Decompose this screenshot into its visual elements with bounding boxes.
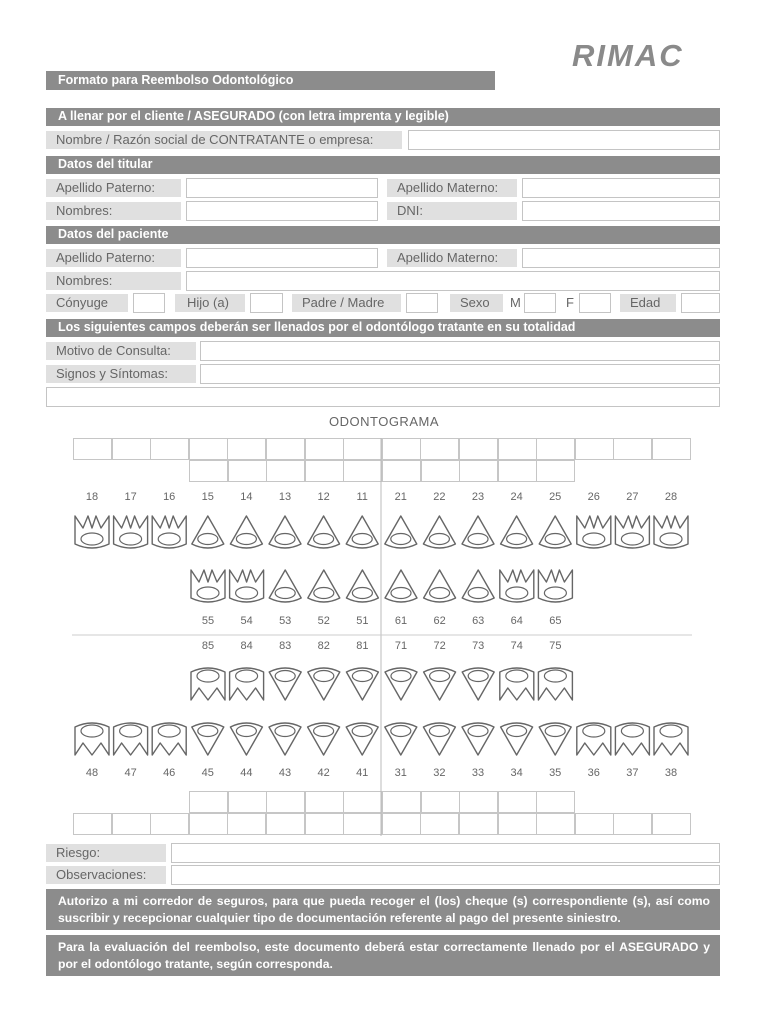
upper-perm-box[interactable] xyxy=(459,438,498,460)
evaluacion-note: Para la evaluación del reembolso, este documento deberá estar correctamente llenado por el ASEGURADO y por el odontólogo tratante, según corresponda. xyxy=(46,935,720,976)
tooth-11 xyxy=(346,516,378,548)
tooth-63 xyxy=(462,570,494,602)
tooth-61 xyxy=(385,570,417,602)
upper-prim-box[interactable] xyxy=(189,460,228,482)
tooth-35 xyxy=(539,723,571,755)
tooth-number-63: 63 xyxy=(472,615,485,627)
lower-prim-box[interactable] xyxy=(343,791,382,813)
lower-perm-box[interactable] xyxy=(305,813,344,835)
odontologo-header: Los siguientes campos deberán ser llenados por el odontólogo tratante en su totalidad xyxy=(46,319,720,337)
tooth-43 xyxy=(269,723,301,755)
lower-perm-box[interactable] xyxy=(420,813,459,835)
tooth-number-45: 45 xyxy=(201,767,214,779)
tooth-31 xyxy=(385,723,417,755)
sexo-m-label: M xyxy=(510,295,521,310)
sexo-m-checkbox[interactable] xyxy=(524,293,556,313)
tooth-number-26: 26 xyxy=(587,491,600,503)
tooth-number-48: 48 xyxy=(85,767,99,779)
tooth-number-32: 32 xyxy=(433,767,446,779)
tooth-number-84: 84 xyxy=(240,640,253,652)
tooth-54 xyxy=(230,570,264,602)
tooth-74 xyxy=(500,668,534,700)
upper-perm-box[interactable] xyxy=(227,438,266,460)
tooth-number-34: 34 xyxy=(510,767,523,779)
tooth-26 xyxy=(577,516,611,548)
tooth-46 xyxy=(152,723,186,755)
tooth-number-64: 64 xyxy=(510,615,523,627)
titular-nombres-label: Nombres: xyxy=(46,202,181,220)
upper-prim-box[interactable] xyxy=(498,460,537,482)
tooth-45 xyxy=(192,723,224,755)
tooth-25 xyxy=(539,516,571,548)
lower-prim-box[interactable] xyxy=(459,791,498,813)
upper-perm-box[interactable] xyxy=(305,438,344,460)
lower-prim-box[interactable] xyxy=(536,791,575,813)
titular-paterno-label: Apellido Paterno: xyxy=(46,179,181,197)
observaciones-field[interactable] xyxy=(171,865,720,885)
tooth-53 xyxy=(269,570,301,602)
lower-prim-box[interactable] xyxy=(382,791,421,813)
tooth-13 xyxy=(269,516,301,548)
tooth-number-16: 16 xyxy=(163,491,176,503)
tooth-82 xyxy=(308,668,340,700)
tooth-83 xyxy=(269,668,301,700)
lower-perm-box[interactable] xyxy=(343,813,382,835)
upper-perm-box[interactable] xyxy=(575,438,614,460)
upper-prim-box[interactable] xyxy=(266,460,305,482)
company-label: Nombre / Razón social de CONTRATANTE o empresa: xyxy=(46,131,402,149)
tooth-85 xyxy=(191,668,225,700)
tooth-number-43: 43 xyxy=(278,767,292,779)
tooth-number-28: 28 xyxy=(664,491,678,503)
sexo-f-checkbox[interactable] xyxy=(579,293,611,313)
paciente-nombres-label: Nombres: xyxy=(46,272,181,290)
paciente-header: Datos del paciente xyxy=(46,226,720,244)
signos-label: Signos y Síntomas: xyxy=(46,365,196,383)
lower-perm-box[interactable] xyxy=(459,813,498,835)
upper-perm-box[interactable] xyxy=(382,438,421,460)
tooth-47 xyxy=(114,723,148,755)
sexo-label: Sexo xyxy=(450,294,503,312)
conyuge-checkbox[interactable] xyxy=(133,293,165,313)
tooth-number-38: 38 xyxy=(664,767,678,779)
tooth-23 xyxy=(462,516,494,548)
titular-nombres-field[interactable] xyxy=(186,201,378,221)
hijo-label: Hijo (a) xyxy=(175,294,245,312)
tooth-number-24: 24 xyxy=(510,491,523,503)
tooth-number-71: 71 xyxy=(394,640,408,652)
tooth-number-72: 72 xyxy=(433,640,446,652)
tooth-62 xyxy=(424,570,456,602)
upper-perm-box[interactable] xyxy=(189,438,228,460)
tooth-number-83: 83 xyxy=(279,640,292,652)
tooth-24 xyxy=(501,516,533,548)
upper-prim-box[interactable] xyxy=(459,460,498,482)
tooth-64 xyxy=(500,570,534,602)
upper-perm-box[interactable] xyxy=(498,438,537,460)
lower-prim-box[interactable] xyxy=(305,791,344,813)
padre-madre-checkbox[interactable] xyxy=(406,293,438,313)
lower-perm-box[interactable] xyxy=(498,813,537,835)
tooth-48 xyxy=(75,723,109,755)
tooth-number-31: 31 xyxy=(394,767,407,779)
lower-prim-box[interactable] xyxy=(498,791,537,813)
upper-perm-box[interactable] xyxy=(536,438,575,460)
tooth-number-27: 27 xyxy=(626,491,639,503)
titular-header: Datos del titular xyxy=(46,156,720,174)
tooth-81 xyxy=(346,668,378,700)
lower-prim-box[interactable] xyxy=(266,791,305,813)
tooth-41 xyxy=(346,723,378,755)
tooth-75 xyxy=(538,668,572,700)
tooth-number-25: 25 xyxy=(549,491,562,503)
lower-prim-box[interactable] xyxy=(189,791,228,813)
tooth-number-22: 22 xyxy=(433,491,446,503)
tooth-52 xyxy=(308,570,340,602)
tooth-27 xyxy=(615,516,649,548)
lower-perm-box[interactable] xyxy=(652,813,691,835)
tooth-55 xyxy=(191,570,225,602)
tooth-number-33: 33 xyxy=(471,767,485,779)
tooth-number-61: 61 xyxy=(394,615,408,627)
tooth-number-21: 21 xyxy=(394,491,407,503)
paciente-materno-label: Apellido Materno: xyxy=(387,249,517,267)
tooth-14 xyxy=(230,516,262,548)
tooth-42 xyxy=(308,723,340,755)
lower-perm-box[interactable] xyxy=(613,813,652,835)
tooth-number-46: 46 xyxy=(163,767,176,779)
tooth-number-52: 52 xyxy=(317,615,330,627)
tooth-number-82: 82 xyxy=(317,640,330,652)
upper-perm-box[interactable] xyxy=(420,438,459,460)
tooth-number-17: 17 xyxy=(124,491,137,503)
upper-perm-box[interactable] xyxy=(266,438,305,460)
hijo-checkbox[interactable] xyxy=(250,293,283,313)
padre-madre-label: Padre / Madre xyxy=(292,294,401,312)
observaciones-label: Observaciones: xyxy=(46,866,166,884)
tooth-number-74: 74 xyxy=(510,640,523,652)
lower-perm-box[interactable] xyxy=(575,813,614,835)
upper-perm-box[interactable] xyxy=(73,438,112,460)
upper-perm-box[interactable] xyxy=(150,438,189,460)
tooth-number-11: 11 xyxy=(356,491,368,503)
lower-prim-box[interactable] xyxy=(421,791,460,813)
edad-field[interactable] xyxy=(681,293,720,313)
tooth-number-18: 18 xyxy=(85,491,99,503)
paciente-materno-field[interactable] xyxy=(522,248,720,268)
form-title: Formato para Reembolso Odontológico xyxy=(46,71,495,90)
tooth-38 xyxy=(654,723,688,755)
upper-prim-box[interactable] xyxy=(305,460,344,482)
tooth-number-35: 35 xyxy=(549,767,562,779)
rimac-logo: RIMAC xyxy=(572,38,684,73)
paciente-nombres-field[interactable] xyxy=(186,271,720,291)
riesgo-field[interactable] xyxy=(171,843,720,863)
riesgo-label: Riesgo: xyxy=(46,844,166,862)
tooth-number-75: 75 xyxy=(549,640,562,652)
lower-perm-box[interactable] xyxy=(227,813,266,835)
lower-perm-box[interactable] xyxy=(112,813,151,835)
upper-prim-box[interactable] xyxy=(536,460,575,482)
tooth-number-15: 15 xyxy=(201,491,214,503)
lower-perm-box[interactable] xyxy=(266,813,305,835)
tooth-44 xyxy=(230,723,262,755)
tooth-number-73: 73 xyxy=(472,640,485,652)
tooth-number-62: 62 xyxy=(433,615,446,627)
tooth-number-14: 14 xyxy=(240,491,253,503)
paciente-paterno-label: Apellido Paterno: xyxy=(46,249,181,267)
tooth-number-85: 85 xyxy=(201,640,215,652)
tooth-17 xyxy=(114,516,148,548)
upper-perm-box[interactable] xyxy=(343,438,382,460)
paciente-paterno-field[interactable] xyxy=(186,248,378,268)
titular-dni-label: DNI: xyxy=(387,202,517,220)
sexo-f-label: F xyxy=(566,295,574,310)
tooth-84 xyxy=(230,668,264,700)
upper-perm-box[interactable] xyxy=(652,438,691,460)
lower-perm-box[interactable] xyxy=(73,813,112,835)
lower-perm-box[interactable] xyxy=(382,813,421,835)
upper-prim-box[interactable] xyxy=(228,460,267,482)
tooth-65 xyxy=(538,570,572,602)
upper-perm-box[interactable] xyxy=(112,438,151,460)
edad-label: Edad xyxy=(620,294,676,312)
lower-perm-box[interactable] xyxy=(150,813,189,835)
motivo-field[interactable] xyxy=(200,341,720,361)
tooth-12 xyxy=(308,516,340,548)
titular-materno-label: Apellido Materno: xyxy=(387,179,517,197)
lower-perm-box[interactable] xyxy=(536,813,575,835)
upper-prim-box[interactable] xyxy=(421,460,460,482)
tooth-18 xyxy=(75,516,109,548)
tooth-36 xyxy=(577,723,611,755)
autorizo-note: Autorizo a mi corredor de seguros, para que pueda recoger el (los) cheque (s) correspondiente (s), así como suscribir y recepcionar cualquier tipo de documentación referente al pago del presente siniestro. xyxy=(46,889,720,930)
tooth-number-37: 37 xyxy=(626,767,639,779)
tooth-number-54: 54 xyxy=(240,615,253,627)
tooth-73 xyxy=(462,668,494,700)
tooth-22 xyxy=(423,516,455,548)
tooth-28 xyxy=(654,516,688,548)
conyuge-label: Cónyuge xyxy=(46,294,128,312)
tooth-34 xyxy=(501,723,533,755)
titular-paterno-field[interactable] xyxy=(186,178,378,198)
signos-field[interactable] xyxy=(200,364,720,384)
tooth-72 xyxy=(424,668,456,700)
titular-dni-field[interactable] xyxy=(522,201,720,221)
titular-materno-field[interactable] xyxy=(522,178,720,198)
lower-prim-box[interactable] xyxy=(228,791,267,813)
upper-prim-box[interactable] xyxy=(382,460,421,482)
tooth-number-65: 65 xyxy=(549,615,562,627)
upper-prim-box[interactable] xyxy=(343,460,382,482)
tooth-21 xyxy=(385,516,417,548)
tooth-37 xyxy=(615,723,649,755)
tooth-33 xyxy=(462,723,494,755)
company-field[interactable] xyxy=(408,130,720,150)
tooth-number-41: 41 xyxy=(356,767,369,779)
tooth-number-44: 44 xyxy=(240,767,253,779)
tooth-number-51: 51 xyxy=(356,615,369,627)
tooth-number-47: 47 xyxy=(124,767,137,779)
odontograma-title: ODONTOGRAMA xyxy=(329,414,439,429)
tooth-number-53: 53 xyxy=(279,615,292,627)
tooth-15 xyxy=(192,516,224,548)
lower-perm-box[interactable] xyxy=(189,813,228,835)
tooth-51 xyxy=(346,570,378,602)
upper-perm-box[interactable] xyxy=(613,438,652,460)
tooth-number-12: 12 xyxy=(317,491,330,503)
client-section-header: A llenar por el cliente / ASEGURADO (con letra imprenta y legible) xyxy=(46,108,720,126)
tooth-number-81: 81 xyxy=(356,640,369,652)
tooth-number-23: 23 xyxy=(471,491,485,503)
tooth-number-13: 13 xyxy=(278,491,292,503)
signos-extra-field[interactable] xyxy=(46,387,720,407)
tooth-32 xyxy=(423,723,455,755)
tooth-number-42: 42 xyxy=(317,767,330,779)
tooth-71 xyxy=(385,668,417,700)
tooth-number-55: 55 xyxy=(201,615,215,627)
tooth-number-36: 36 xyxy=(587,767,600,779)
motivo-label: Motivo de Consulta: xyxy=(46,342,196,360)
tooth-16 xyxy=(152,516,186,548)
